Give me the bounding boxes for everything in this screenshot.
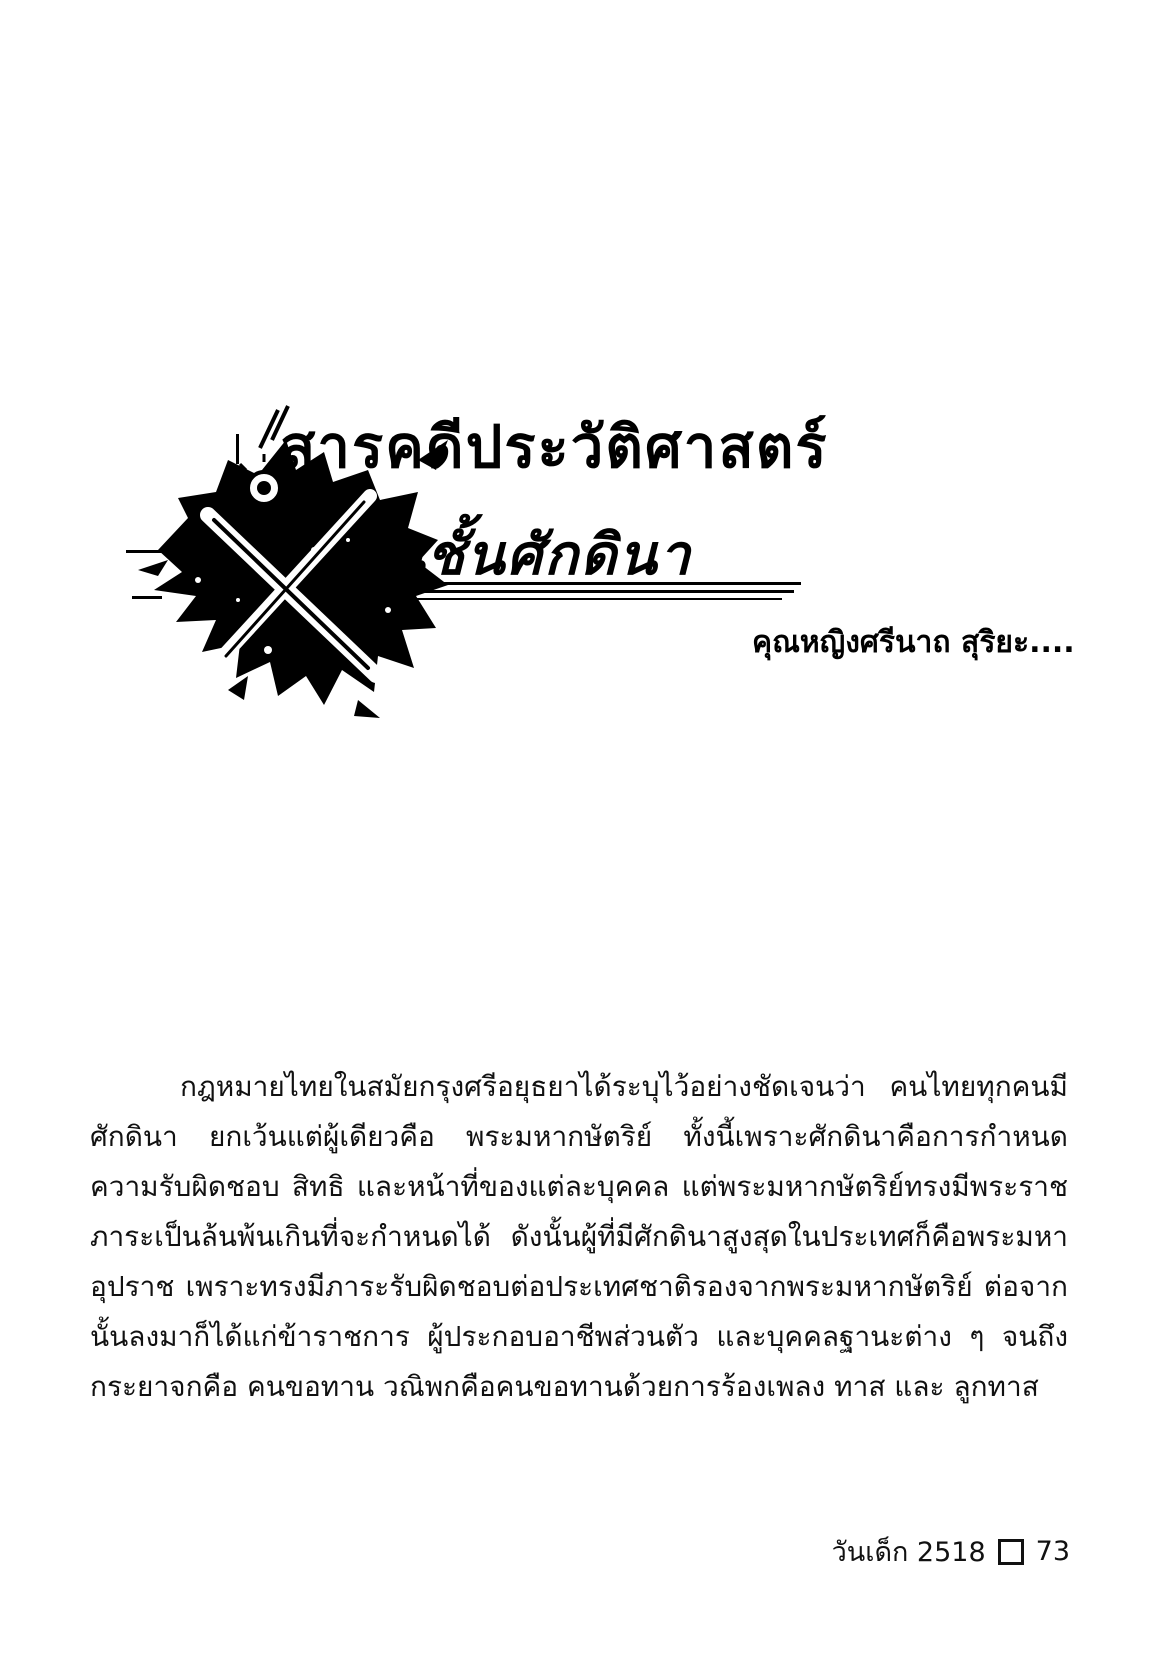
page-footer [832,1530,1070,1573]
page-number: 73 [1035,1536,1070,1567]
article-title: ชนชั้นศักดินา [346,523,693,588]
body-paragraph: กฎหมายไทยในสมัยกรุงศรีอยุธยาได้ระบุไว้อย่างชัดเจนว่า คนไทยทุกคนมีศักดินา ยกเว้นแต่ผู้เดียวคือ พระมหากษัตริย์ ทั้งนี้เพราะศักดินาคือการกำหนดความรับผิดชอบ สิทธิ และหน้าที่ของแต่ละบุคคล แต่พระมหากษัตริย์ทรงมีพระราชภาระเป็นล้นพ้นเกินที่จะกำหนดได้ ดังนั้นผู้ที่มีศักดินาสูงสุดในประเทศก็คือพระมหาอุปราช เพราะทรงมีภาระรับผิดชอบต่อประเทศชาติรองจากพระมหากษัตริย์ ต่อจากนั้นลงมาก็ได้แก่ข้าราชการ ผู้ประกอบอาชีพส่วนตัว และบุคคลฐานะต่าง ๆ จนถึงกระยาจกคือ คนขอทาน วณิพกคือคนขอทานด้วยการร้องเพลง ทาส และ ลูกทาส [90,1070,1068,1403]
square-icon [998,1539,1024,1565]
publication-name: วันเด็ก 2518 [831,1537,986,1568]
article-body [90,1062,1068,1412]
article-series-title: สารคดีประวัติศาสตร์ [280,413,829,481]
article-author: คุณหญิงศรีนาถ สุริยะ.... [752,625,1075,660]
